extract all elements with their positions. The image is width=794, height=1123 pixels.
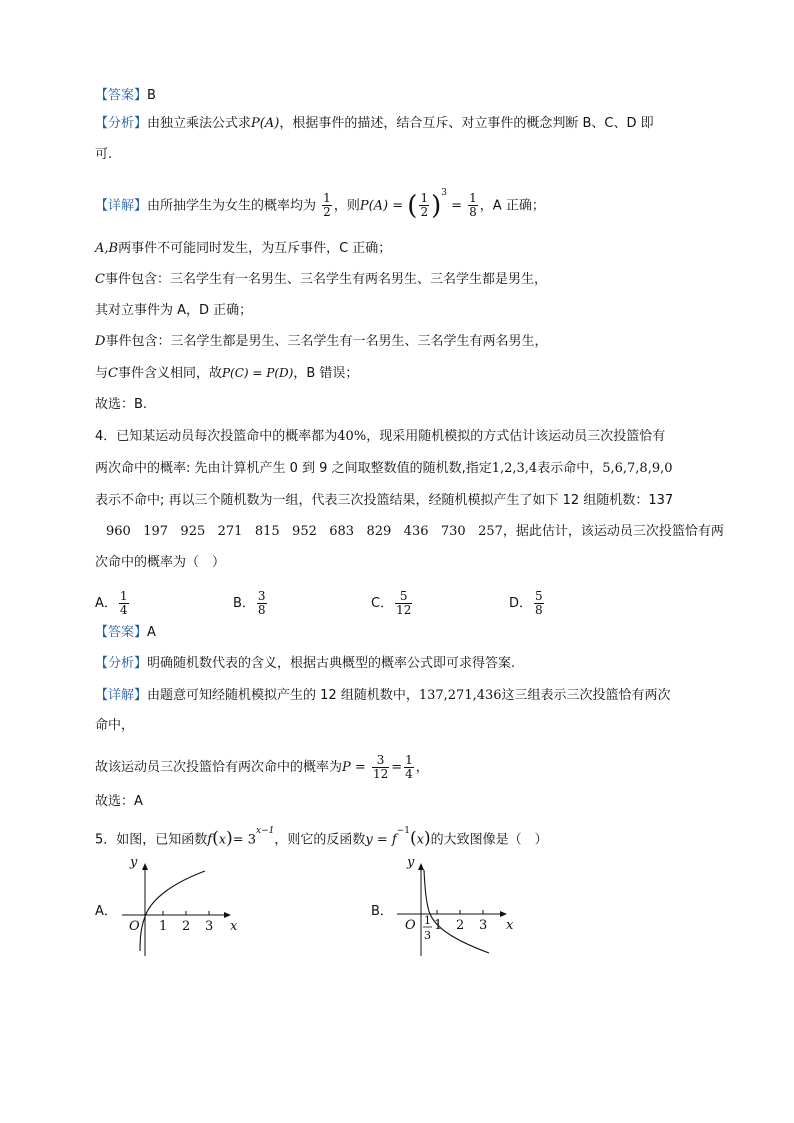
math-pc-pd: P(C) = P(D) (221, 366, 294, 380)
q4-stem-line4 (106, 522, 724, 542)
frac-den: 8 (469, 205, 477, 220)
analysis-text: ，根据事件的描述，结合互斥、对立事件的概念判断 B、C、D 即 (279, 116, 654, 131)
x-label: x (506, 918, 514, 933)
text: 两事件不可能同时发生，为互斥事件，C 正确； (118, 241, 392, 256)
option-fraction (395, 590, 412, 617)
hit-digits: 1,2,3,4 (491, 461, 538, 476)
q4-answer-line (95, 623, 156, 643)
q4-stem-line2 (95, 459, 673, 479)
frac-den: 3 (424, 929, 431, 942)
tick-label: 2 (182, 919, 191, 934)
math-c: C (95, 272, 105, 287)
q4-analysis-line (95, 654, 515, 674)
q3-line-c (95, 270, 547, 290)
text: 与 (95, 366, 109, 381)
option-fraction (119, 590, 129, 617)
math-x: x (416, 832, 424, 848)
equals: = (451, 198, 463, 214)
text: 其对立事件为 A，D 正确； (95, 303, 253, 318)
graph-a-label[interactable] (95, 902, 117, 922)
math-p: P = (342, 760, 366, 775)
text: 事件含义相同，故 (117, 366, 222, 381)
text: ，B 错误； (293, 366, 359, 381)
analysis-text: 由独立乘法公式求 (147, 116, 252, 131)
option-label: A． (95, 596, 117, 611)
q4-stem-line3 (95, 491, 673, 511)
q3-line-opp (95, 301, 252, 321)
graph-a-svg (118, 852, 243, 960)
detail-text: 命中， (95, 718, 135, 733)
analysis-tag: 【分析】 (95, 116, 148, 131)
y-label: y (407, 855, 415, 870)
frac-den: 4 (405, 767, 413, 781)
frac-num: 1 (323, 191, 331, 206)
equals: = (391, 760, 403, 775)
frac-den: 12 (372, 767, 389, 781)
stem-text: ，现采用随机模拟的方式估计该运动员三次投篮恰有 (366, 429, 666, 444)
math-f: f (391, 832, 397, 848)
paren-left: ( (407, 190, 418, 221)
option-c[interactable] (371, 590, 414, 617)
option-b[interactable] (233, 590, 269, 617)
frac-num: 1 (405, 753, 413, 767)
frac-num: 3 (257, 589, 266, 603)
frac-num: 5 (535, 589, 543, 603)
analysis-tag: 【分析】 (95, 656, 148, 671)
conclusion: 故选：A (95, 794, 143, 809)
frac-num: 1 (469, 191, 477, 206)
stem-text: 表示命中， (537, 461, 603, 476)
stem-text: ，则它的反函数 (274, 832, 366, 848)
detail-tag: 【详解】 (95, 198, 148, 214)
q4-detail-line3 (95, 754, 429, 781)
detail-tag: 【详解】 (95, 688, 148, 703)
graph-a (118, 852, 243, 964)
frac-den: 2 (323, 205, 331, 220)
answer-tag: 【答案】 (95, 625, 148, 640)
graph-b (394, 852, 519, 964)
y-label: y (130, 855, 138, 870)
detail-text: 故该运动员三次投篮恰有两次命中的概率为 (95, 760, 343, 775)
q3-conclusion (95, 395, 147, 415)
graph-b-svg (394, 852, 519, 960)
q3-line-ab (95, 239, 391, 259)
x-label: x (230, 919, 238, 934)
miss-digits: 5,6,7,8,9,0 (602, 461, 673, 476)
tick-label: 1 (159, 919, 168, 934)
option-label: B． (371, 904, 393, 919)
detail-text: ，则 (333, 198, 360, 214)
exponent: −1 (396, 826, 410, 836)
origin-label: O (129, 919, 140, 934)
detail-text: 这三组表示三次投篮恰有两次 (501, 688, 671, 703)
option-label: D． (509, 596, 533, 611)
frac-den: 12 (396, 603, 412, 617)
fraction-half (322, 192, 332, 219)
detail-text: ， (415, 760, 429, 775)
frac-den: 2 (420, 205, 429, 220)
detail-text: 由所抽学生为女生的概率均为 (147, 198, 317, 214)
tick-label: 1 (434, 918, 443, 933)
text: 事件包含：三名学生有一名男生、三名学生有两名男生、三名学生都是男生， (104, 272, 547, 287)
q3-line-same (95, 363, 358, 384)
option-fraction (534, 590, 544, 617)
math-d: D (95, 334, 106, 349)
curve (140, 871, 205, 951)
q3-detail-line (95, 188, 545, 221)
math-x: x (218, 832, 227, 848)
math-pa-eq: P(A) = (359, 198, 404, 214)
frac-num: 1 (119, 589, 128, 603)
random-numbers: 960 197 925 271 815 952 683 829 436 730 257 (106, 524, 503, 539)
q4-stem-line1 (95, 427, 665, 447)
frac-den: 8 (535, 603, 543, 617)
frac-num: 5 (395, 590, 412, 604)
stem-text: 的大致图像是（ ） (430, 832, 548, 848)
frac-den: 8 (257, 603, 266, 617)
q3-answer-line (95, 86, 156, 106)
text: 事件包含：三名学生都是男生、三名学生有一名男生、三名学生有两名男生， (105, 334, 548, 349)
curve (424, 870, 489, 953)
q3-analysis-line (95, 114, 654, 134)
math-ab: A,B (95, 241, 119, 256)
q3-analysis-line2 (95, 145, 112, 165)
math-eq: = 3 (232, 832, 257, 848)
answer-value: B (147, 88, 156, 103)
fraction-3-12 (372, 754, 389, 781)
tick-label: 3 (479, 918, 488, 933)
conclusion: 故选：B. (95, 397, 148, 412)
q3-line-d (95, 332, 547, 352)
fraction-eighth (468, 192, 478, 219)
frac-den: 4 (119, 603, 128, 617)
q4-conclusion (95, 792, 143, 812)
q4-stem-line5 (95, 553, 225, 573)
option-d[interactable] (509, 590, 546, 617)
stem-text: ，据此估计，该运动员三次投篮恰有两 (502, 524, 724, 539)
option-label: A． (95, 904, 117, 919)
math-c: C (108, 366, 118, 381)
tick-label: 3 (205, 919, 214, 934)
stem-text: 4．已知某运动员每次投篮命中的概率都为 (95, 429, 338, 444)
analysis-text: 可. (95, 147, 113, 162)
detail-text: 由题意可知经随机模拟产生的 12 组随机数中， (147, 688, 419, 703)
stem-text: 两次命中的概率: 先由计算机产生 0 到 9 之间取整数值的随机数,指定 (95, 461, 492, 476)
stem-text: 次命中的概率为（ ） (95, 555, 226, 570)
option-a[interactable] (95, 590, 131, 617)
tick-label: 2 (456, 918, 465, 933)
frac-num: 1 (424, 914, 431, 927)
stem-text: 表示不命中; 再以三个随机数为一组，代表三次投篮结果，经随机模拟产生了如下 12 组随机数：137 (95, 493, 674, 508)
analysis-text: 明确随机数代表的含义，根据古典概型的概率公式即可求得答案. (147, 656, 516, 671)
q5-stem: 5．如图，已知函数$f(x)= 3^{x-1}$，则它的反函数$y = f^{-1}(x)$的大致图像是（ ） (95, 826, 548, 849)
option-fraction (257, 590, 267, 617)
q4-detail-line1 (95, 686, 671, 706)
fraction-half (419, 192, 429, 219)
math-pa: P(A) (251, 116, 280, 131)
math-f: f (207, 832, 213, 848)
option-label: C． (371, 596, 394, 611)
q4-detail-line2 (95, 716, 134, 736)
option-label: B． (233, 596, 255, 611)
exponent: x−1 (256, 826, 275, 836)
stem-text: 5．如图，已知函数 (95, 832, 208, 848)
exponent: 3 (441, 188, 447, 198)
frac-num: 3 (372, 754, 389, 768)
math-y: y = (365, 832, 388, 848)
origin-label: O (405, 918, 416, 933)
answer-tag: 【答案】 (95, 88, 148, 103)
percent: 40% (337, 429, 367, 444)
frac-num: 1 (420, 191, 429, 206)
graph-b-label[interactable] (371, 902, 393, 922)
fraction-1-4 (404, 754, 414, 781)
detail-text: ，A 正确； (479, 198, 545, 214)
selected-numbers: 137,271,436 (418, 688, 502, 703)
paren-right: ) (431, 190, 442, 221)
answer-value: A (147, 625, 156, 640)
